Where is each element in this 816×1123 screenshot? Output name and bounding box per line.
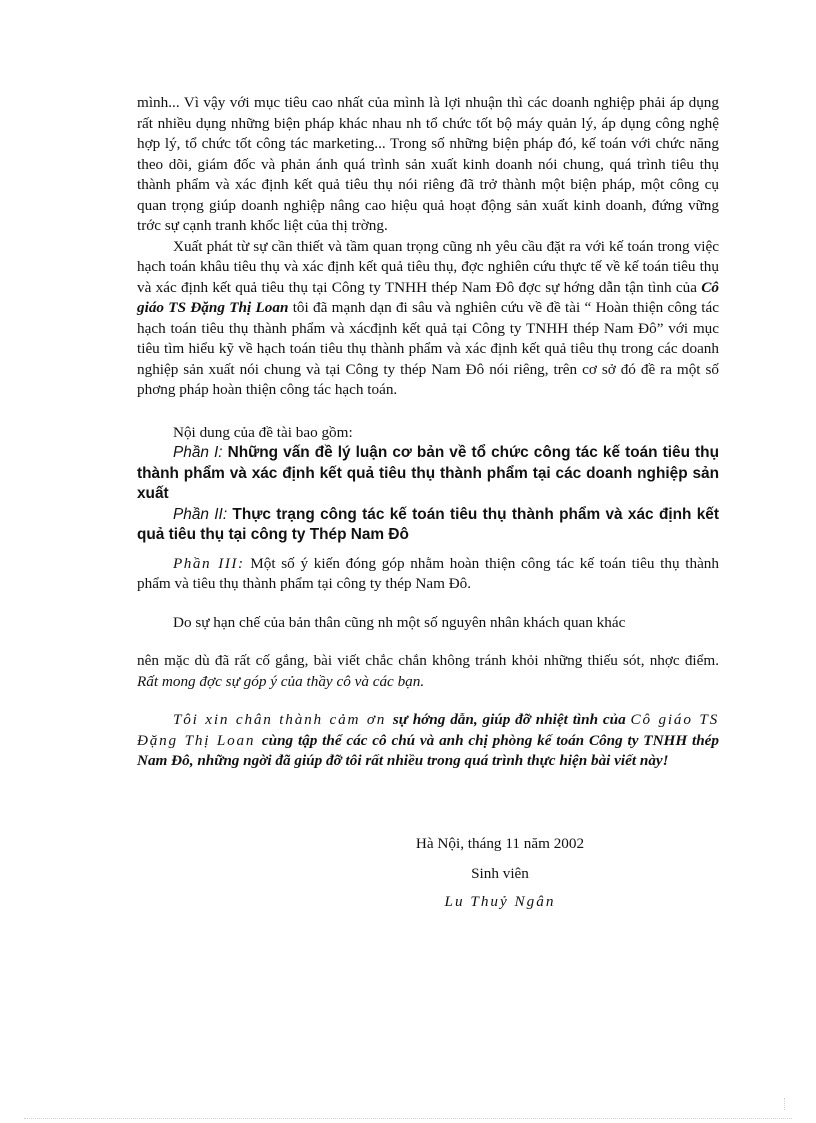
document-body <box>137 93 719 772</box>
signature-block <box>380 834 620 913</box>
part-2 <box>137 505 719 546</box>
thanks-teacher: Cô giáo TS Đặng Thị Loan <box>137 711 719 749</box>
part-3 <box>137 554 719 595</box>
part-2-text: Thực trạng công tác kế toán tiêu thụ thành phẩm và xác định kết quả tiêu thụ tại công ty Thép Nam Đô <box>137 505 719 543</box>
signature-name: Lu Thuỷ Ngân <box>444 893 556 910</box>
part-2-label: Phần II: <box>173 505 228 523</box>
teacher-name: Cô giáo TS Đặng Thị Loan <box>137 278 719 316</box>
signature-role: Sinh viên <box>471 864 529 882</box>
page-bottom-rule <box>24 1118 792 1119</box>
paragraph-intro: mình... Vì vậy với mục tiêu cao nhất của mình là lợi nhuận thì các doanh nghiệp phải áp dụng rất nhiều dụng những biện pháp khác nhau nh tổ chức tốt bộ máy quản lý, áp dụng công nghệ hợp lý, tổ chức tốt công tác marketing... Trong số những biện pháp đó, kế toán với chức năng theo dõi, giám đốc và phản ánh quá trình sản xuất kinh doanh nói chung, quá trình tiêu thụ thành phẩm và xác định kết quả tiêu thụ nói riêng đã trở thành một biện pháp, một công cụ quan trọng giúp doanh nghiệp nâng cao hiệu quả hoạt động sản xuất kinh doanh, đứng vững trớc sự cạnh tranh khốc liệt của thị trờng. <box>137 94 719 234</box>
part-3-label: Phần III: <box>173 554 245 572</box>
place-date: Hà Nội, tháng 11 năm 2002 <box>415 835 585 852</box>
motivation-text-a: Xuất phát từ sự cần thiết và tầm quan trọng cũng nh yêu cầu đặt ra với kế toán trong việc hạch toán khâu tiêu thụ và xác định kết quả tiêu thụ, đợc nghiên cứu thực tế về kế toán tiêu thụ và xác định kết quả tiêu thụ tại Công ty TNHH thép Nam Đô đợc sự hớng dẫn tận tình của <box>137 237 719 296</box>
paragraph-limitations-2 <box>137 651 719 692</box>
thanks-text-a: Tôi xin chân thành cảm ơn <box>173 711 393 728</box>
part-1-label: Phần I: <box>173 444 223 461</box>
limitations-text: nên mặc dù đã rất cố gắng, bài viết chắc chắn không tránh khỏi những thiếu sót, nhợc điểm. <box>137 652 719 669</box>
part-1 <box>137 443 719 505</box>
contents-intro: Nội dung của đề tài bao gồm: <box>173 423 353 441</box>
part-3-text: Một số ý kiến đóng góp nhằm hoàn thiện công tác kế toán tiêu thụ thành phẩm và tiêu thụ thành phẩm tại công ty thép Nam Đô. <box>137 554 719 592</box>
motivation-text-b: tôi đã mạnh dạn đi sâu và nghiên cứu về đề tài “ Hoàn thiện công tác hạch toán tiêu thụ thành phẩm và xácđịnh kết quả tại Công ty TNHH thép Nam Đô” với mục tiêu tìm hiểu kỹ về hạch toán tiêu thụ thành phẩm và xác định kết quả tiêu thụ trong các doanh nghiệp sản xuất nói chung và tại Công ty thép Nam Đô nói riêng, trên cơ sở đó đề ra một số phơng pháp hoàn thiện công tác hạch toán. <box>137 299 719 398</box>
thanks-text-b: sự hớng dẫn, giúp đỡ nhiệt tình của <box>392 711 631 728</box>
page-corner-mark <box>784 1098 797 1110</box>
paragraph-motivation <box>137 237 719 401</box>
paragraph-limitations-1: Do sự hạn chế của bản thân cũng nh một số nguyên nhân khách quan khác <box>173 613 626 631</box>
part-1-text: Những vấn đề lý luận cơ bản về tổ chức công tác kế toán tiêu thụ thành phẩm và xác định kết quả tiêu thụ thành phẩm tại các doanh nghiệp sản xuất <box>137 444 719 502</box>
thanks-text-d: cùng tập thể các cô chú và anh chị phòng kế toán Công ty TNHH thép Nam Đô, những ngời đã giúp đỡ tôi rất nhiều trong quá trình thực hiện bài viết này! <box>137 731 719 769</box>
limitations-request: Rất mong đợc sự góp ý của thầy cô và các bạn. <box>137 672 425 690</box>
paragraph-thanks <box>137 710 719 772</box>
